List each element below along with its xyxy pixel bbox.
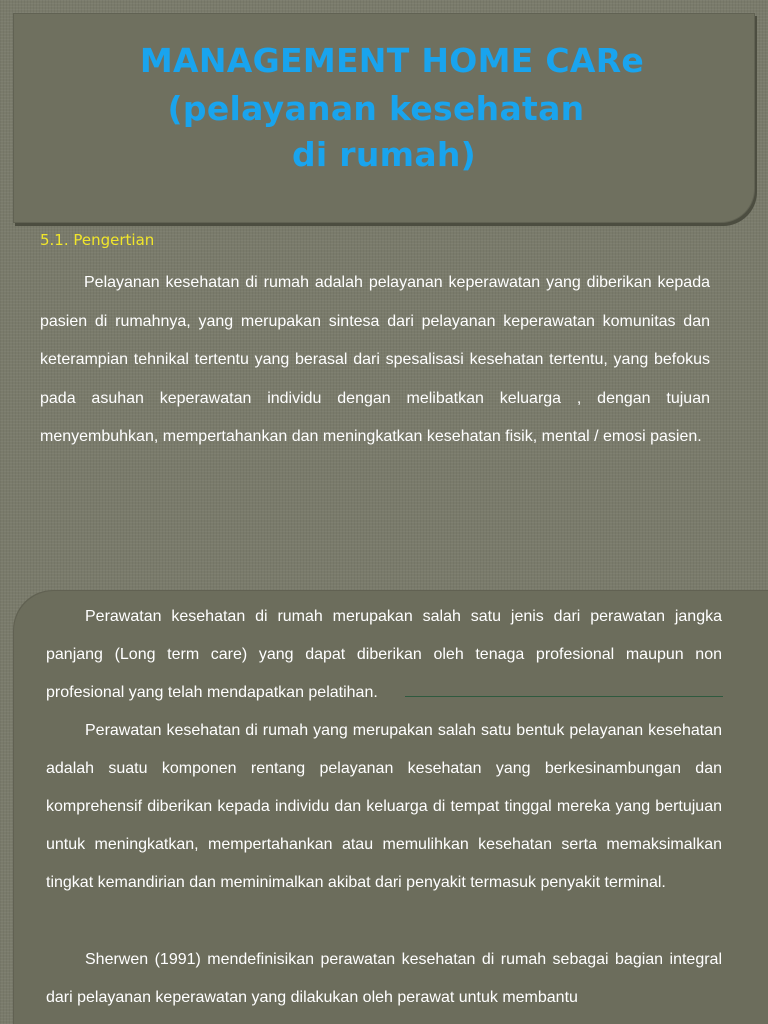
slide-2 — [13, 590, 768, 1024]
slide-title-line-2: (pelayanan kesehatan — [167, 89, 585, 128]
paragraph-definition: Pelayanan kesehatan di rumah adalah pelayanan keperawatan yang diberikan kepada pasien di rumahnya, yang merupakan sintesa dari pelayanan keperawatan komunitas dan keterampian tehnikal tertentu yang berasal dari spesalisasi kesehatan tertentu, yang befokus pada asuhan keperawatan individu dengan melibatkan keluarga , dengan tujuan menyembuhkan, mempertahankan dan meningkatkan kesehatan fisik, mental / emosi pasien. — [40, 274, 710, 445]
paragraph-sherwen-definition: Sherwen (1991) mendefinisikan perawatan kesehatan di rumah sebagai bagian integral dari pelayanan keperawatan yang dilakukan oleh perawat untuk membantu — [46, 951, 722, 1006]
slide-title-line-1: MANAGEMENT HOME CARe — [139, 41, 645, 80]
paragraph-long-term-care: Perawatan kesehatan di rumah merupakan salah satu jenis dari perawatan jangka panjang (Long term care) yang dapat diberikan oleh tenaga profesional maupun non profesional yang telah mendapatkan pelatihan. — [46, 608, 722, 701]
paragraph-home-care-component: Perawatan kesehatan di rumah yang merupakan salah satu bentuk pelayanan kesehatan adalah suatu komponen rentang pelayanan kesehatan yang berkesinambungan dan komprehensif diberikan kepada individu dan keluarga di tempat tinggal mereka yang bertujuan untuk meningkatkan, mempertahankan atau memulihkan kesehatan serta memaksimalkan tingkat kemandirian dan meminimalkan akibat dari penyakit termasuk penyakit terminal. — [46, 722, 722, 891]
section-heading: 5.1. Pengertian — [40, 231, 155, 249]
slide-title-line-3: di rumah) — [291, 135, 477, 174]
title-box — [13, 13, 755, 223]
